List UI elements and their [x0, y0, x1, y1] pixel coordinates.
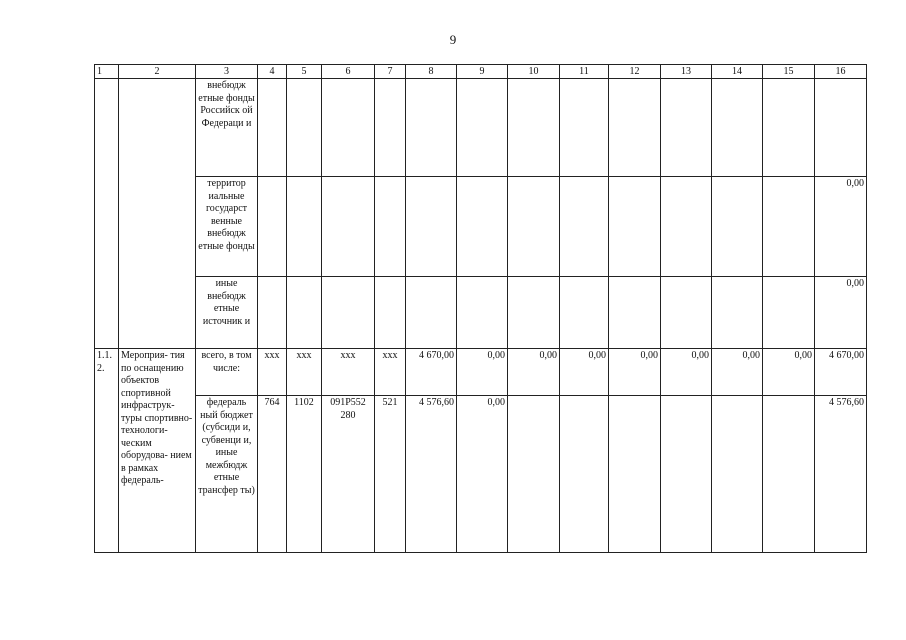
table-row — [95, 177, 867, 277]
fund-label: всего, в том числе: — [196, 349, 258, 396]
header-cell: 5 — [287, 65, 322, 79]
header-cell: 3 — [196, 65, 258, 79]
value-cell: 4 576,60 — [815, 396, 867, 553]
value-cell: ххх — [287, 349, 322, 396]
table-row — [95, 79, 867, 177]
header-cell: 1 — [95, 65, 119, 79]
row-number-cell: 1.1. 2. — [95, 349, 119, 553]
value-cell: 0,00 — [508, 349, 560, 396]
value-cell: 0,00 — [661, 349, 712, 396]
value-cell: 0,00 — [815, 277, 867, 349]
value-cell: 0,00 — [457, 349, 508, 396]
value-cell: 0,00 — [712, 349, 763, 396]
header-cell: 14 — [712, 65, 763, 79]
header-cell: 13 — [661, 65, 712, 79]
value-cell: ххх — [258, 349, 287, 396]
value-cell: 0,00 — [609, 349, 661, 396]
value-cell: 4 670,00 — [815, 349, 867, 396]
value-cell: ххх — [375, 349, 406, 396]
value-cell: 521 — [375, 396, 406, 553]
header-cell: 10 — [508, 65, 560, 79]
page-number: 9 — [449, 32, 457, 47]
header-cell: 11 — [560, 65, 609, 79]
fund-label: иные внебюдж етные источник и — [196, 277, 258, 349]
row-number-cell — [95, 79, 119, 349]
table-row — [95, 277, 867, 349]
header-row — [95, 65, 867, 79]
row-name-cell: Мероприя- тия по оснащению объектов спортивной инфраструк- туры спортивно- технологи- ческим оборудова- нием в рамках федераль- — [119, 349, 196, 553]
value-cell — [815, 79, 867, 177]
value-cell: 4 670,00 — [406, 349, 457, 396]
value-cell: 1102 — [287, 396, 322, 553]
table-row — [95, 396, 867, 553]
fund-label: внебюдж етные фонды Российск ой Федераци и — [196, 79, 258, 177]
table-row — [95, 349, 867, 396]
header-cell: 12 — [609, 65, 661, 79]
header-cell: 9 — [457, 65, 508, 79]
value-cell: 0,00 — [763, 349, 815, 396]
fund-label: федераль ный бюджет (субсиди и, субвенци и, иные межбюдж етные трансфер ты) — [196, 396, 258, 553]
header-cell: 7 — [375, 65, 406, 79]
fund-label: территор иальные государст венные внебюдж етные фонды — [196, 177, 258, 277]
value-cell: 4 576,60 — [406, 396, 457, 553]
header-cell: 16 — [815, 65, 867, 79]
value-cell: 764 — [258, 396, 287, 553]
header-cell: 15 — [763, 65, 815, 79]
row-name-cell — [119, 79, 196, 349]
header-cell: 4 — [258, 65, 287, 79]
value-cell: 091Р552 280 — [322, 396, 375, 553]
header-cell: 8 — [406, 65, 457, 79]
header-cell: 6 — [322, 65, 375, 79]
value-cell: 0,00 — [457, 396, 508, 553]
value-cell: ххх — [322, 349, 375, 396]
value-cell: 0,00 — [815, 177, 867, 277]
header-cell: 2 — [119, 65, 196, 79]
budget-table — [94, 64, 867, 553]
value-cell: 0,00 — [560, 349, 609, 396]
